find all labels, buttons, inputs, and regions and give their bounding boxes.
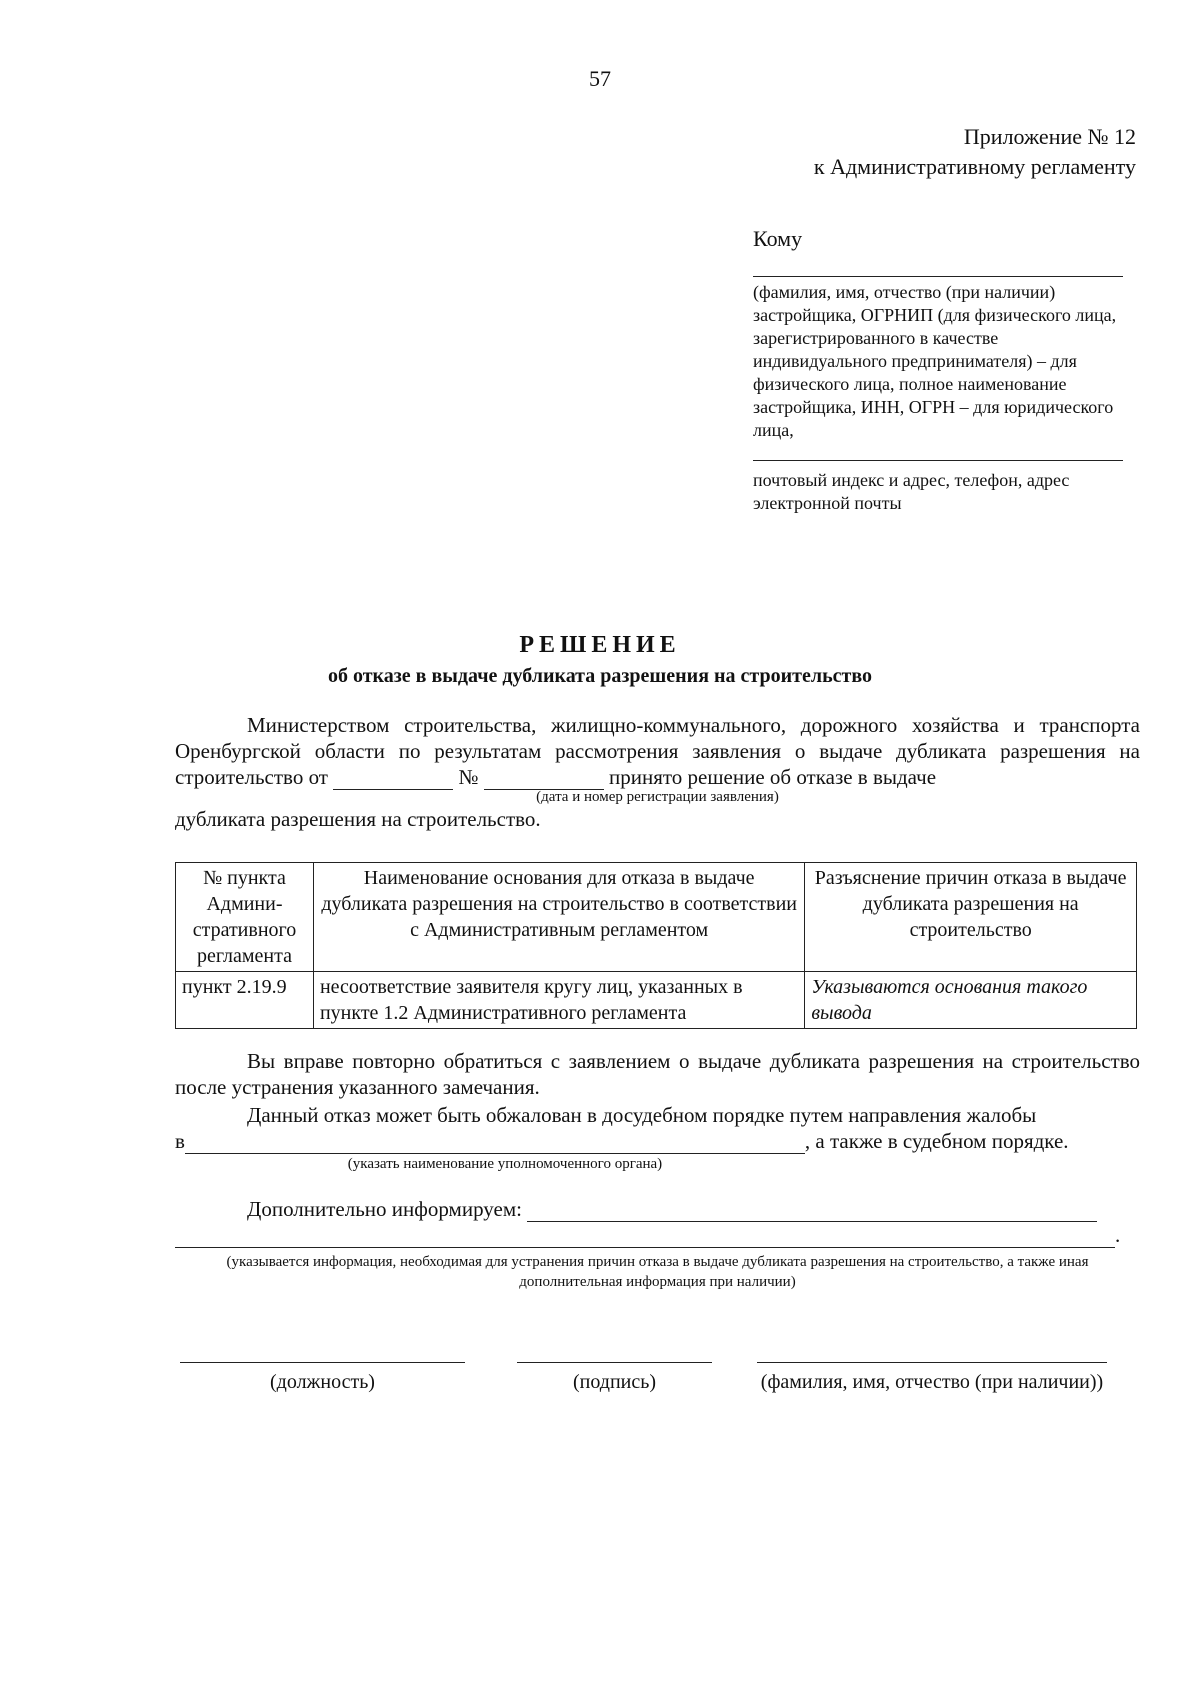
addressee-name-line	[753, 262, 1123, 277]
addressee-block	[753, 226, 1123, 515]
additional-end: .	[1115, 1223, 1121, 1247]
document-subtitle: об отказе в выдаче дубликата разрешения на строительство	[327, 665, 873, 687]
header-point: № пункта Админи-стративного регламента	[176, 863, 314, 972]
appendix-number: Приложение № 12	[963, 124, 1136, 149]
addressee-name-caption: (фамилия, имя, отчество (при наличии) застройщика, ОГРНИП (для физического лица, зарегистрированного в качестве индивидуального предпринимателя) – для физического лица, полное наименование застройщика, ИНН, ОГРН – для юридического лица,	[753, 282, 1117, 440]
additional-caption: (указывается информация, необходимая для устранения причин отказа в выдаче дубликата разрешения на строительство, а также иная дополнительная информация при наличии)	[226, 1254, 1089, 1290]
signature-line[interactable]	[517, 1362, 712, 1363]
table-header-row	[176, 863, 1137, 972]
addressee-address-line	[753, 446, 1123, 461]
additional-info-field-1[interactable]	[527, 1203, 1097, 1222]
authority-caption: (указать наименование уполномоченного органа)	[347, 1156, 663, 1172]
signature-name	[757, 1362, 1107, 1394]
appeal-prefix: в	[175, 1129, 185, 1153]
cell-explanation: Указываются основания такого вывода	[805, 972, 1137, 1029]
name-caption: (фамилия, имя, отчество (при наличии))	[760, 1371, 1104, 1393]
document-title: РЕШЕНИЕ	[519, 632, 681, 658]
intro-decision-text: принято решение об отказе в выдаче	[609, 765, 937, 789]
page-number: 57	[589, 66, 611, 91]
appeal-suffix: , а также в судебном порядке.	[804, 1129, 1069, 1153]
name-line[interactable]	[757, 1362, 1107, 1363]
appendix-header	[814, 122, 1136, 182]
header-ground: Наименование основания для отказа в выдаче дубликата разрешения на строительство в соответствии с Административным регламентом	[313, 863, 804, 972]
position-line[interactable]	[180, 1362, 465, 1363]
additional-info	[175, 1196, 1140, 1292]
intro-ending: дубликата разрешения на строительство.	[175, 807, 541, 831]
position-caption: (должность)	[270, 1371, 375, 1393]
refusal-table	[175, 862, 1137, 1029]
cell-ground: несоответствие заявителя кругу лиц, указанных в пункте 1.2 Административного регламента	[313, 972, 804, 1029]
additional-info-field-2[interactable]	[175, 1229, 1115, 1248]
signature-sign	[517, 1362, 712, 1394]
signature-caption: (подпись)	[572, 1371, 657, 1393]
cell-point: пункт 2.19.9	[176, 972, 314, 1029]
additional-label: Дополнительно информируем:	[247, 1197, 522, 1221]
addressee-address-caption: почтовый индекс и адрес, телефон, адрес электронной почты	[753, 470, 1070, 513]
addressee-label: Кому	[753, 226, 803, 251]
intro-text: Министерством строительства, жилищно-коммунального, дорожного хозяйства и транспорта Оренбургской области по результатам рассмотрения заявления о выдаче дубликата разрешения на строительство от	[175, 713, 1140, 789]
signature-position	[180, 1362, 465, 1394]
appendix-reference: к Административному регламенту	[813, 154, 1136, 179]
authority-field[interactable]	[185, 1135, 805, 1154]
appeal-paragraph	[175, 1102, 1140, 1174]
header-explanation: Разъяснение причин отказа в выдаче дубликата разрешения на строительство	[805, 863, 1137, 972]
application-date-field[interactable]	[333, 771, 453, 790]
application-caption: (дата и номер регистрации заявления)	[536, 789, 779, 805]
intro-paragraph	[175, 712, 1140, 832]
repeat-notice: Вы вправе повторно обратиться с заявлением о выдаче дубликата разрешения на строительство после устранения указанного замечания.	[175, 1049, 1140, 1099]
number-sign: №	[458, 765, 479, 789]
document-heading	[0, 632, 1200, 688]
appeal-text: Данный отказ может быть обжалован в досудебном порядке путем направления жалобы	[247, 1103, 1037, 1127]
table-row	[176, 972, 1137, 1029]
